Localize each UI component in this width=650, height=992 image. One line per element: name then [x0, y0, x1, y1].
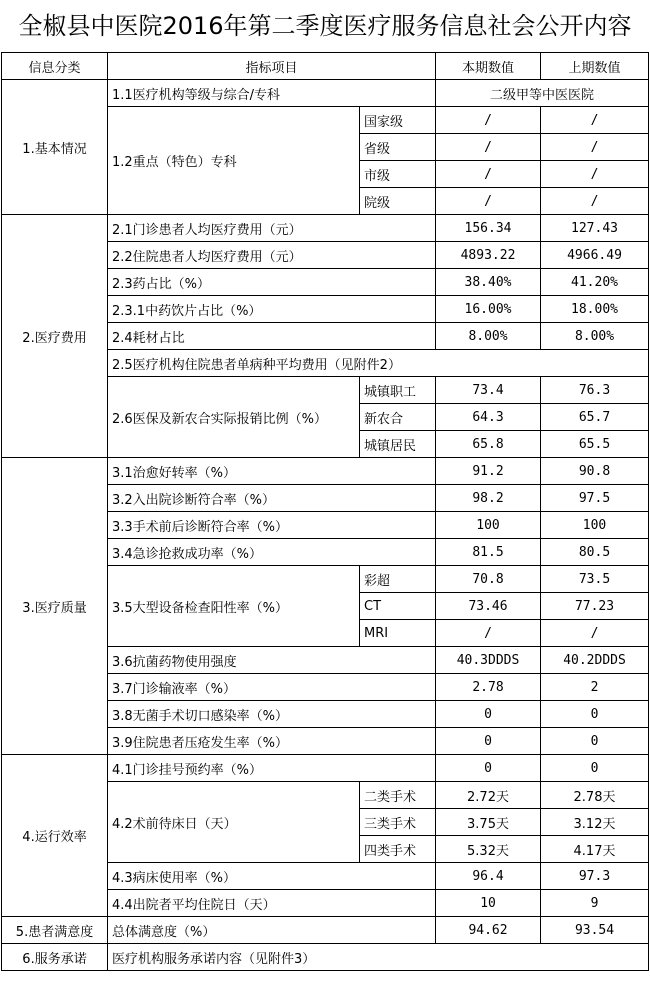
current-value: 156.34 [436, 215, 541, 242]
previous-value: 0 [541, 701, 649, 728]
current-value: 3.75天 [436, 809, 541, 836]
previous-value: 100 [541, 512, 649, 539]
indicator-value: 二级甲等中医医院 [436, 80, 649, 107]
indicator-label: 3.3手术前后诊断符合率（%） [108, 512, 436, 539]
previous-value: / [541, 134, 649, 161]
current-value: 70.8 [436, 566, 541, 593]
current-value: 65.8 [436, 431, 541, 458]
previous-value: 41.20% [541, 269, 649, 296]
category-satisfaction: 5.患者满意度 [2, 917, 108, 944]
sub-label: CT [360, 593, 436, 620]
current-value: 94.62 [436, 917, 541, 944]
current-value: 4893.22 [436, 242, 541, 269]
table-row [2, 80, 649, 107]
current-value: 38.40% [436, 269, 541, 296]
table-row [2, 215, 649, 242]
header-indicator: 指标项目 [108, 53, 436, 80]
previous-value: 77.23 [541, 593, 649, 620]
previous-value: 76.3 [541, 377, 649, 404]
previous-value: 65.5 [541, 431, 649, 458]
header-category: 信息分类 [2, 53, 108, 80]
current-value: 100 [436, 512, 541, 539]
indicator-label: 3.4急诊抢救成功率（%） [108, 539, 436, 566]
previous-value: 4966.49 [541, 242, 649, 269]
current-value: 0 [436, 728, 541, 755]
current-value: / [436, 161, 541, 188]
previous-value: 9 [541, 890, 649, 917]
indicator-label: 医疗机构服务承诺内容（见附件3） [108, 944, 649, 971]
indicator-label: 3.5大型设备检查阳性率（%） [108, 566, 360, 647]
sub-label: 四类手术 [360, 836, 436, 863]
indicator-label: 1.2重点（特色）专科 [108, 107, 360, 215]
previous-value: 93.54 [541, 917, 649, 944]
table-row [2, 458, 649, 485]
previous-value: 2 [541, 674, 649, 701]
indicator-label: 3.6抗菌药物使用强度 [108, 647, 436, 674]
current-value: / [436, 107, 541, 134]
previous-value: 97.5 [541, 485, 649, 512]
table-row [2, 944, 649, 971]
previous-value: 80.5 [541, 539, 649, 566]
previous-value: 127.43 [541, 215, 649, 242]
current-value: / [436, 620, 541, 647]
previous-value: 2.78天 [541, 782, 649, 809]
category-basic: 1.基本情况 [2, 80, 108, 215]
current-value: 64.3 [436, 404, 541, 431]
indicator-label: 2.3.1中药饮片占比（%） [108, 296, 436, 323]
current-value: 0 [436, 755, 541, 782]
sub-label: 院级 [360, 188, 436, 215]
header-current: 本期数值 [436, 53, 541, 80]
indicator-label: 3.2入出院诊断符合率（%） [108, 485, 436, 512]
previous-value: 18.00% [541, 296, 649, 323]
indicator-label: 总体满意度（%） [108, 917, 436, 944]
previous-value: / [541, 620, 649, 647]
previous-value: 3.12天 [541, 809, 649, 836]
current-value: 8.00% [436, 323, 541, 350]
previous-value: 0 [541, 728, 649, 755]
indicator-label: 4.4出院者平均住院日（天） [108, 890, 436, 917]
sub-label: 三类手术 [360, 809, 436, 836]
previous-value: 4.17天 [541, 836, 649, 863]
category-commitment: 6.服务承诺 [2, 944, 108, 971]
current-value: 73.46 [436, 593, 541, 620]
header-row [2, 53, 649, 80]
current-value: 98.2 [436, 485, 541, 512]
indicator-label: 3.1治愈好转率（%） [108, 458, 436, 485]
header-previous: 上期数值 [541, 53, 649, 80]
info-table [1, 52, 649, 971]
sub-label: 二类手术 [360, 782, 436, 809]
current-value: 81.5 [436, 539, 541, 566]
sub-label: 省级 [360, 134, 436, 161]
indicator-label: 3.9住院患者压疮发生率（%） [108, 728, 436, 755]
current-value: 16.00% [436, 296, 541, 323]
previous-value: 90.8 [541, 458, 649, 485]
current-value: 91.2 [436, 458, 541, 485]
page-title: 全椒县中医院2016年第二季度医疗服务信息社会公开内容 [18, 12, 632, 40]
indicator-label: 2.5医疗机构住院患者单病种平均费用（见附件2） [108, 350, 649, 377]
indicator-label: 3.7门诊输液率（%） [108, 674, 436, 701]
indicator-label: 2.6医保及新农合实际报销比例（%） [108, 377, 360, 458]
table-row [2, 755, 649, 782]
current-value: 10 [436, 890, 541, 917]
current-value: 2.78 [436, 674, 541, 701]
previous-value: / [541, 161, 649, 188]
indicator-label: 4.3病床使用率（%） [108, 863, 436, 890]
current-value: / [436, 188, 541, 215]
previous-value: / [541, 188, 649, 215]
indicator-label: 3.8无菌手术切口感染率（%） [108, 701, 436, 728]
sub-label: MRI [360, 620, 436, 647]
sub-label: 市级 [360, 161, 436, 188]
indicator-label: 4.2术前待床日（天） [108, 782, 360, 863]
current-value: 5.32天 [436, 836, 541, 863]
previous-value: 8.00% [541, 323, 649, 350]
sub-label: 新农合 [360, 404, 436, 431]
current-value: 40.3DDDS [436, 647, 541, 674]
previous-value: 73.5 [541, 566, 649, 593]
sub-label: 城镇居民 [360, 431, 436, 458]
current-value: 73.4 [436, 377, 541, 404]
indicator-label: 2.2住院患者人均医疗费用（元） [108, 242, 436, 269]
previous-value: 65.7 [541, 404, 649, 431]
previous-value: 97.3 [541, 863, 649, 890]
category-cost: 2.医疗费用 [2, 215, 108, 458]
current-value: 2.72天 [436, 782, 541, 809]
sub-label: 城镇职工 [360, 377, 436, 404]
indicator-label: 2.4耗材占比 [108, 323, 436, 350]
previous-value: / [541, 107, 649, 134]
current-value: 0 [436, 701, 541, 728]
indicator-label: 2.1门诊患者人均医疗费用（元） [108, 215, 436, 242]
category-quality: 3.医疗质量 [2, 458, 108, 755]
current-value: 96.4 [436, 863, 541, 890]
indicator-label: 1.1医疗机构等级与综合/专科 [108, 80, 436, 107]
sub-label: 国家级 [360, 107, 436, 134]
previous-value: 40.2DDDS [541, 647, 649, 674]
current-value: / [436, 134, 541, 161]
indicator-label: 2.3药占比（%） [108, 269, 436, 296]
table-row [2, 917, 649, 944]
previous-value: 0 [541, 755, 649, 782]
sub-label: 彩超 [360, 566, 436, 593]
category-efficiency: 4.运行效率 [2, 755, 108, 917]
indicator-label: 4.1门诊挂号预约率（%） [108, 755, 436, 782]
